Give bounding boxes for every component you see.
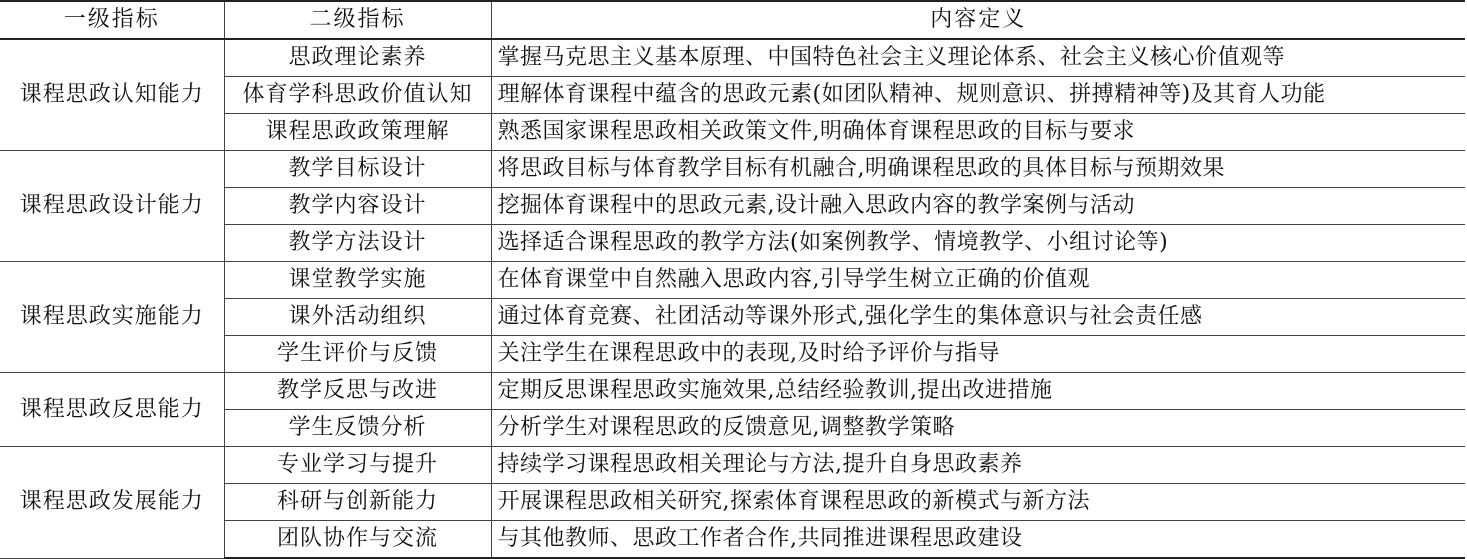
level2-indicator-cell: 学生反馈分析	[224, 410, 491, 447]
definition-cell: 分析学生对课程思政的反馈意见,调整教学策略	[491, 410, 1465, 447]
header-level2: 二级指标	[224, 1, 491, 39]
table-row	[0, 447, 1465, 484]
table-row	[0, 39, 1465, 77]
level2-indicator-cell: 体育学科思政价值认知	[224, 77, 491, 114]
level2-indicator-cell: 课程思政政策理解	[224, 114, 491, 151]
header-definition: 内容定义	[491, 1, 1465, 39]
definition-cell: 关注学生在课程思政中的表现,及时给予评价与指导	[491, 336, 1465, 373]
definition-cell: 定期反思课程思政实施效果,总结经验教训,提出改进措施	[491, 373, 1465, 410]
definition-cell: 将思政目标与体育教学目标有机融合,明确课程思政的具体目标与预期效果	[491, 151, 1465, 188]
level2-indicator-cell: 教学反思与改进	[224, 373, 491, 410]
definition-cell: 熟悉国家课程思政相关政策文件,明确体育课程思政的目标与要求	[491, 114, 1465, 151]
level2-indicator-cell: 课外活动组织	[224, 299, 491, 336]
definition-cell: 掌握马克思主义基本原理、中国特色社会主义理论体系、社会主义核心价值观等	[491, 39, 1465, 77]
header-level1: 一级指标	[0, 1, 224, 39]
definition-cell: 开展课程思政相关研究,探索体育课程思政的新模式与新方法	[491, 484, 1465, 521]
level2-indicator-cell: 教学方法设计	[224, 225, 491, 262]
table-header-row	[0, 1, 1465, 39]
level2-indicator-cell: 课堂教学实施	[224, 262, 491, 299]
level2-indicator-cell: 思政理论素养	[224, 39, 491, 77]
level2-indicator-cell: 学生评价与反馈	[224, 336, 491, 373]
level1-indicator-cell: 课程思政反思能力	[0, 373, 224, 447]
table-body	[0, 39, 1465, 558]
table-row	[0, 151, 1465, 188]
definition-cell: 在体育课堂中自然融入思政内容,引导学生树立正确的价值观	[491, 262, 1465, 299]
definition-cell: 通过体育竞赛、社团活动等课外形式,强化学生的集体意识与社会责任感	[491, 299, 1465, 336]
table-row	[0, 373, 1465, 410]
table-row	[0, 262, 1465, 299]
level2-indicator-cell: 科研与创新能力	[224, 484, 491, 521]
definition-cell: 选择适合课程思政的教学方法(如案例教学、情境教学、小组讨论等)	[491, 225, 1465, 262]
definition-cell: 挖掘体育课程中的思政元素,设计融入思政内容的教学案例与活动	[491, 188, 1465, 225]
definition-cell: 持续学习课程思政相关理论与方法,提升自身思政素养	[491, 447, 1465, 484]
level1-indicator-cell: 课程思政发展能力	[0, 447, 224, 559]
level1-indicator-cell: 课程思政认知能力	[0, 39, 224, 151]
level2-indicator-cell: 专业学习与提升	[224, 447, 491, 484]
definition-cell: 与其他教师、思政工作者合作,共同推进课程思政建设	[491, 521, 1465, 559]
level2-indicator-cell: 教学内容设计	[224, 188, 491, 225]
level2-indicator-cell: 教学目标设计	[224, 151, 491, 188]
level2-indicator-cell: 团队协作与交流	[224, 521, 491, 559]
definition-cell: 理解体育课程中蕴含的思政元素(如团队精神、规则意识、拼搏精神等)及其育人功能	[491, 77, 1465, 114]
level1-indicator-cell: 课程思政设计能力	[0, 151, 224, 262]
level1-indicator-cell: 课程思政实施能力	[0, 262, 224, 373]
